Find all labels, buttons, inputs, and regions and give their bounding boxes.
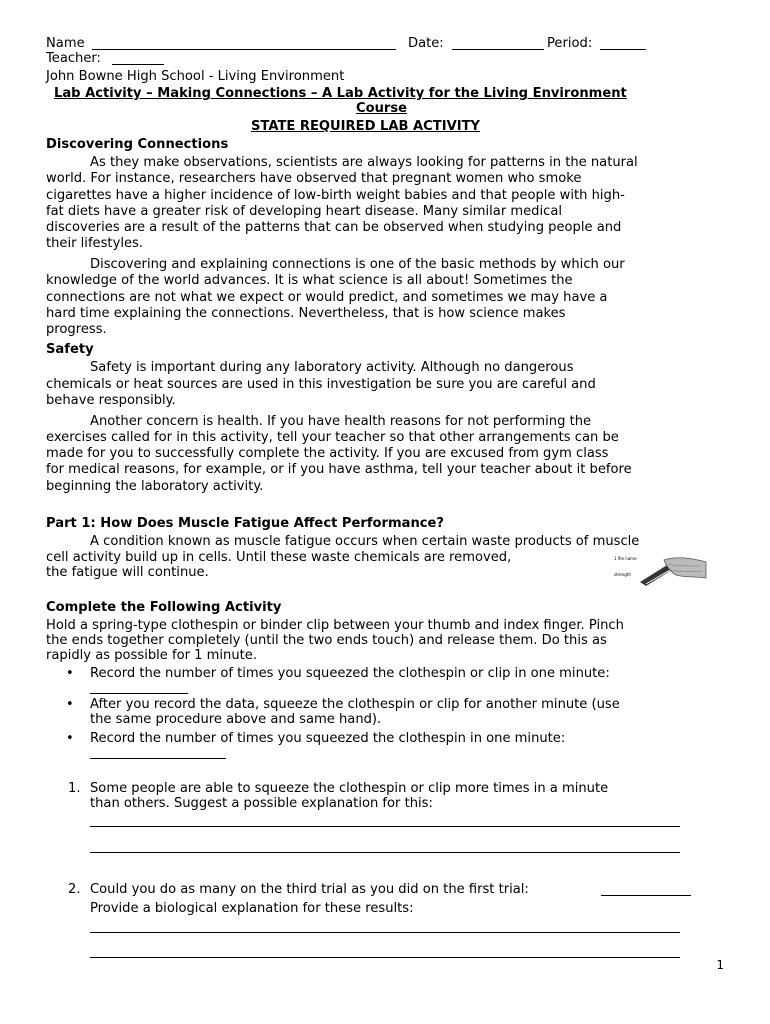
answer-blank-trial2	[90, 758, 226, 759]
name-label: Name	[46, 36, 85, 51]
discovering-p2-line: knowledge of the world advances. It is what science is all about! Sometimes the	[46, 273, 573, 288]
activity-intro-line: the ends together completely (until the two ends touch) and release them. Do this as	[46, 633, 607, 648]
lab-title-line2: Course	[356, 101, 408, 116]
bullet-dot: •	[66, 731, 74, 746]
discovering-p1-line: discoveries are a result of the patterns that can be observed when studying people and	[46, 220, 622, 235]
safety-p1-line: chemicals or heat sources are used in this investigation be sure you are careful and	[46, 377, 596, 392]
q2-number: 2.	[68, 882, 81, 897]
teacher-blank	[112, 64, 164, 65]
q2-text: Could you do as many on the third trial as you did on the first trial:	[90, 882, 529, 897]
discovering-heading: Discovering Connections	[46, 137, 229, 152]
activity-heading: Complete the Following Activity	[46, 600, 282, 615]
safety-p2-line: for medical reasons, for example, or if you have asthma, tell your teacher about it before	[46, 462, 632, 477]
safety-p2-line: beginning the laboratory activity.	[46, 479, 264, 494]
part1-p1-line: cell activity build up in cells. Until these waste chemicals are removed,	[46, 550, 512, 565]
safety-p2-line: exercises called for in this activity, tell your teacher so that other arrangements can be	[46, 430, 619, 445]
bullet-text: After you record the data, squeeze the clothespin or clip for another minute (use	[90, 697, 620, 712]
bullet-dot: •	[66, 666, 74, 681]
bullet-dot: •	[66, 697, 74, 712]
q1-text: than others. Suggest a possible explanation for this:	[90, 796, 433, 811]
illustration-label: 1 file name	[614, 556, 637, 561]
period-blank	[600, 49, 646, 50]
safety-p1-line: behave responsibly.	[46, 393, 176, 408]
part1-heading: Part 1: How Does Muscle Fatigue Affect Performance?	[46, 516, 445, 531]
q1-text: Some people are able to squeeze the clothespin or clip more times in a minute	[90, 781, 609, 796]
safety-p2-line: made for you to successfully complete the activity. If you are excused from gym class	[46, 446, 609, 461]
bullet-text-cont: the same procedure above and same hand).	[90, 712, 382, 727]
name-blank	[92, 49, 396, 50]
bullet-text: Record the number of times you squeezed the clothespin or clip in one minute:	[90, 666, 610, 681]
q1-number: 1.	[68, 781, 81, 796]
q2-answer-line	[90, 932, 680, 933]
page-number: 1	[716, 958, 724, 972]
bullet-text: Record the number of times you squeezed the clothespin in one minute:	[90, 731, 566, 746]
discovering-p1-line: cigarettes have a higher incidence of low-birth weight babies and that people with high-	[46, 188, 625, 203]
safety-p1-line: Safety is important during any laboratory activity. Although no dangerous	[90, 360, 574, 375]
q1-answer-line	[90, 852, 680, 853]
q2-short-blank	[601, 895, 691, 896]
school-name: John Bowne High School - Living Environment	[46, 69, 345, 84]
q2-answer-line	[90, 957, 680, 958]
discovering-p1-line: fat diets have a greater risk of developing heart disease. Many similar medical	[46, 204, 562, 219]
discovering-p1-line: their lifestyles.	[46, 236, 143, 251]
answer-blank-trial1	[90, 693, 188, 694]
period-label: Period:	[547, 36, 593, 51]
illustration-label: strength	[614, 572, 631, 577]
discovering-p2-line: hard time explaining the connections. Nevertheless, that is how science makes	[46, 306, 566, 321]
date-blank	[452, 49, 544, 50]
part1-p1-line: the fatigue will continue.	[46, 565, 209, 580]
lab-subtitle: STATE REQUIRED LAB ACTIVITY	[251, 119, 480, 134]
discovering-p1-line: world. For instance, researchers have observed that pregnant women who smoke	[46, 171, 582, 186]
safety-p2-line: Another concern is health. If you have health reasons for not performing the	[90, 414, 592, 429]
hand-clothespin-illustration	[612, 554, 708, 592]
discovering-p2-line: connections are not what we expect or would predict, and sometimes we may have a	[46, 290, 608, 305]
discovering-p2-line: progress.	[46, 322, 107, 337]
date-label: Date:	[408, 36, 444, 51]
q1-answer-line	[90, 826, 680, 827]
activity-intro-line: Hold a spring-type clothespin or binder clip between your thumb and index finger. Pinch	[46, 618, 624, 633]
discovering-p1-line: As they make observations, scientists are always looking for patterns in the natural	[90, 155, 638, 170]
safety-heading: Safety	[46, 342, 94, 357]
lab-title-line1: Lab Activity – Making Connections – A Lab Activity for the Living Environment	[54, 86, 627, 101]
q2-text: Provide a biological explanation for these results:	[90, 901, 414, 916]
teacher-label: Teacher:	[46, 51, 101, 66]
activity-intro-line: rapidly as possible for 1 minute.	[46, 648, 257, 663]
part1-p1-line: A condition known as muscle fatigue occurs when certain waste products of muscle	[90, 534, 640, 549]
discovering-p2-line: Discovering and explaining connections is one of the basic methods by which our	[90, 257, 625, 272]
